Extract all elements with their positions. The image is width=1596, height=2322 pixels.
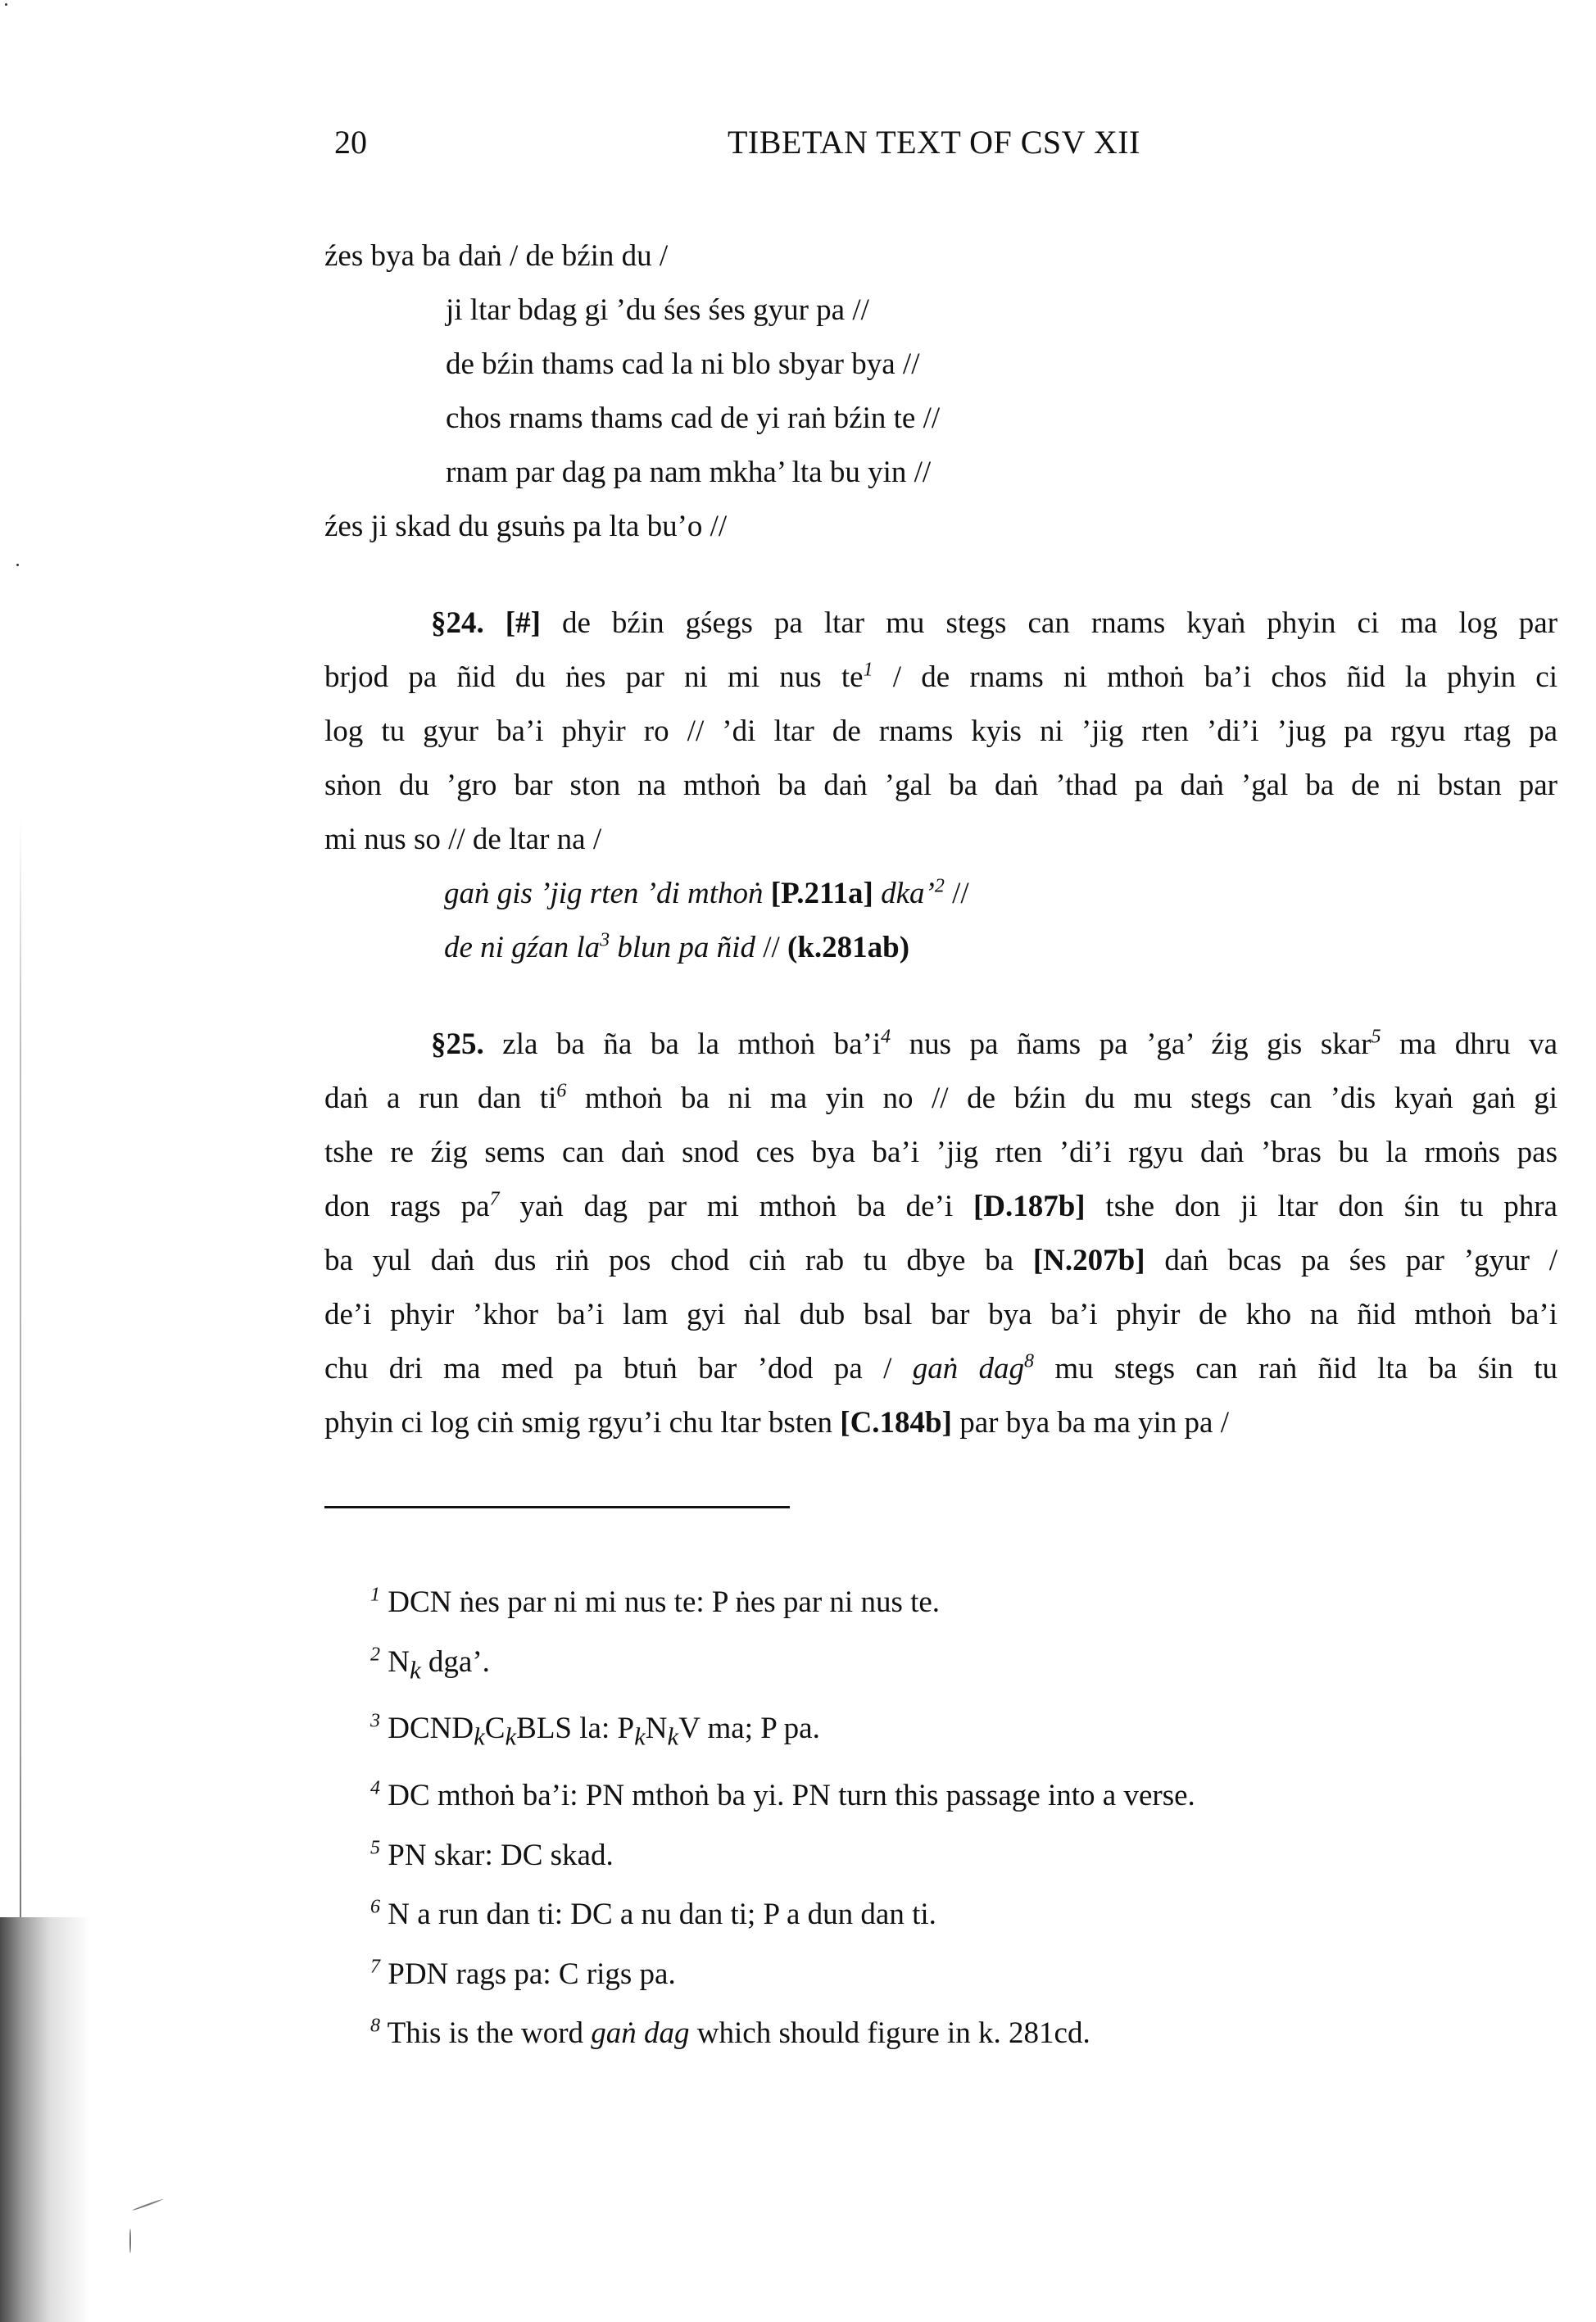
verse-line: de ni gźan $la^3$ blun pa ñid // (k.281ab) [444, 929, 910, 964]
section-25-line: §25. zla ba ña ba la mthoṅ $ba’i^4$ nus pa ñams pa ’ga’ źig gis skar$^5$ ma dhru va [431, 1026, 1558, 1061]
verse-line: rnam par dag pa nam mkha’ lta bu yin // [446, 456, 932, 489]
footnote-8: $^8$ This is the word gaṅ dag which should figure in k. 281cd. [370, 2015, 1090, 2051]
edition-ref: [P.211a] [770, 877, 873, 910]
scan-speck [16, 564, 19, 566]
page-header [334, 123, 1260, 172]
section-25-line: daṅ a run dan $ti^6$ mthoṅ ba ni ma yin no // de bźin du mu stegs can ’dis kyaṅ gaṅ gi [324, 1080, 1557, 1115]
footnotes [370, 1573, 1435, 2064]
section-25-line: phyin ci log ciṅ smig rgyu’i chu ltar bsten [C.184b] par bya ba ma yin pa / [324, 1406, 1229, 1440]
footnote-4: $^4$ DC mthoṅ ba’i: PN mthoṅ ba yi. PN turn this passage into a verse. [370, 1777, 1195, 1813]
running-title: TIBETAN TEXT OF CSV XII [728, 124, 1140, 161]
section-24-line: brjod pa ñid du ṅes par ni mi nus $te^1$ / de rnams ni mthoṅ ba’i chos ñid la phyin ci [324, 659, 1557, 694]
footnote-1: $^1$ DCN ṅes par ni mi nus te: P ṅes par ni nus te. [370, 1584, 941, 1619]
section-25-line: chu dri ma med pa btuṅ bar ’dod pa / gaṅ dag$^8$ mu stegs can raṅ ñid lta ba śin tu [324, 1350, 1558, 1385]
main-text [324, 229, 1562, 1450]
footnote-ref[interactable]: 6 [556, 1080, 567, 1102]
section-24-line: sṅon du ’gro bar ston na mthoṅ ba daṅ ’gal ba daṅ ’thad pa daṅ ’gal ba de ni bstan par [324, 769, 1557, 802]
section-25-line: don rags $pa^7$ yaṅ dag par mi mthoṅ ba de’i [D.187b] tshe don ji ltar don śin tu phra [324, 1188, 1557, 1223]
footnote-3: $^3$ $DCND_kC_kBLS$ la: $P_kN_kV$ ma; P pa. [370, 1711, 820, 1751]
section-25-line: ba yul daṅ dus riṅ pos chod ciṅ rab tu dbye ba [N.207b] daṅ bcas pa śes par ’gyur / [324, 1244, 1557, 1277]
karika-ref: (k.281ab) [787, 931, 910, 964]
footnote-5: $^5$ PN skar: DC skad. [370, 1837, 614, 1872]
footnote-ref[interactable]: 5 [1371, 1026, 1381, 1048]
footnote-2: $^2$ $N_k$ dga’. [370, 1644, 490, 1684]
footnote-ref[interactable]: 4 [881, 1026, 891, 1048]
edition-ref: [N.207b] [1032, 1244, 1145, 1277]
footnote-ref[interactable]: 1 [863, 659, 873, 681]
scan-mark [129, 2229, 131, 2253]
scan-edge-line [20, 819, 21, 1917]
verse-line: gaṅ gis ’jig rten ’di mthoṅ [P.211a] dka’$^2$ // [444, 875, 969, 910]
footnote-ref[interactable]: 3 [600, 929, 610, 951]
section-24-line: §24. [#] de bźin gśegs pa ltar mu stegs can rnams kyaṅ phyin ci ma log par [431, 606, 1558, 640]
section-25-line: tshe re źig sems can daṅ snod ces bya ba’i ’jig rten ’di’i rgyu daṅ ’bras bu la rmoṅs pas [324, 1136, 1557, 1169]
edition-ref: [D.187b] [973, 1190, 1086, 1223]
text-line: źes ji skad du gsuṅs pa lta bu’o // [324, 510, 728, 543]
section-mark: §24. [431, 606, 484, 640]
scan-mark [132, 2198, 163, 2211]
section-24-line: mi nus so // de ltar na / [324, 823, 602, 856]
section-25-line: de’i phyir ’khor ba’i lam gyi ṅal dub bsal bar bya ba’i phyir de kho na ñid mthoṅ ba’i [324, 1298, 1557, 1331]
scan-edge-shadow [0, 1917, 90, 2322]
footnote-ref[interactable]: 7 [489, 1188, 500, 1210]
footnote-divider [324, 1506, 790, 1508]
section-mark: §25. [431, 1027, 484, 1061]
text-line: źes bya ba daṅ / de bźin du / [324, 239, 669, 273]
verse-line: ji ltar bdag gi ’du śes śes gyur pa // [446, 293, 869, 327]
footnote-ref[interactable]: 2 [934, 875, 945, 897]
verse-line: de bźin thams cad la ni blo sbyar bya // [446, 347, 920, 381]
footnote-6: $^6$ N a run dan ti: DC a nu dan ti; P a dun dan ti. [370, 1896, 936, 1932]
section-24-line: log tu gyur ba’i phyir ro // ’di ltar de rnams kyis ni ’jig rten ’di’i ’jug pa rgyu rtag pa [324, 714, 1557, 748]
footnote-7: $^7$ PDN rags pa: C rigs pa. [370, 1956, 676, 1991]
footnote-ref[interactable]: 8 [1024, 1350, 1035, 1372]
section-hash: [#] [505, 606, 541, 640]
edition-ref: [C.184b] [840, 1406, 952, 1440]
scan-speck [5, 3, 7, 6]
verse-line: chos rnams thams cad de yi raṅ bźin te // [446, 401, 941, 435]
page-number: 20 [334, 124, 367, 161]
